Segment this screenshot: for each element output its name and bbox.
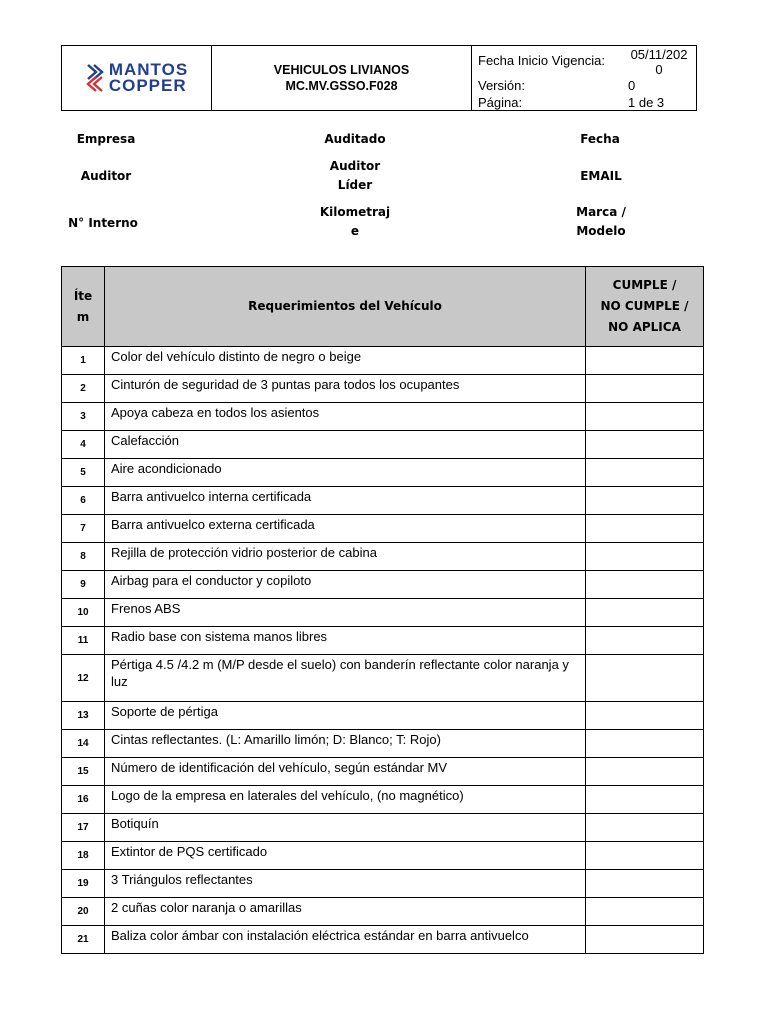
requirement-text: Cinturón de seguridad de 3 puntas para todos los ocupantes [105, 375, 586, 403]
item-number: 15 [62, 758, 105, 786]
status-cell[interactable] [586, 347, 704, 375]
requirement-text: Color del vehículo distinto de negro o beige [105, 347, 586, 375]
document-meta [472, 46, 696, 110]
table-row [62, 487, 704, 515]
item-number: 9 [62, 571, 105, 599]
item-number: 14 [62, 730, 105, 758]
item-number: 12 [62, 655, 105, 702]
status-cell[interactable] [586, 842, 704, 870]
requirement-text: Rejilla de protección vidrio posterior de cabina [105, 543, 586, 571]
status-cell[interactable] [586, 898, 704, 926]
logo-line-2: COPPER [108, 76, 187, 95]
requirement-text: Botiquín [105, 814, 586, 842]
status-cell[interactable] [586, 571, 704, 599]
requirement-text: Aire acondicionado [105, 459, 586, 487]
table-row [62, 926, 704, 954]
auditor-label: Auditor [80, 169, 132, 183]
item-number: 16 [62, 786, 105, 814]
item-number: 20 [62, 898, 105, 926]
status-cell[interactable] [586, 627, 704, 655]
status-cell[interactable] [586, 431, 704, 459]
logo-cell [62, 46, 212, 110]
item-number: 3 [62, 403, 105, 431]
version-value: 0 [628, 78, 636, 93]
item-number: 21 [62, 926, 105, 954]
item-number: 4 [62, 431, 105, 459]
n-interno-label: N° Interno [68, 216, 138, 230]
logo-chevron-icon [85, 63, 105, 93]
requirement-text: Soporte de pértiga [105, 702, 586, 730]
requirement-text: Cintas reflectantes. (L: Amarillo limón; D: Blanco; T: Rojo) [105, 730, 586, 758]
table-row [62, 347, 704, 375]
table-row [62, 375, 704, 403]
requirement-text: Pértiga 4.5 /4.2 m (M/P desde el suelo) con banderín reflectante color naranja y luz [105, 655, 586, 702]
status-cell[interactable] [586, 599, 704, 627]
table-row [62, 515, 704, 543]
table-row [62, 655, 704, 702]
requirement-text: Barra antivuelco externa certificada [105, 515, 586, 543]
version-label: Versión: [478, 78, 525, 93]
fecha-vigencia-value: 05/11/2020 [630, 47, 688, 77]
email-label: EMAIL [580, 169, 622, 183]
item-number: 7 [62, 515, 105, 543]
table-row [62, 403, 704, 431]
item-number: 6 [62, 487, 105, 515]
item-number: 10 [62, 599, 105, 627]
requirement-text: Extintor de PQS certificado [105, 842, 586, 870]
col-header-status: CUMPLE / NO CUMPLE / NO APLICA [586, 267, 704, 347]
table-row [62, 702, 704, 730]
logo-text [109, 62, 188, 94]
item-number: 18 [62, 842, 105, 870]
status-cell[interactable] [586, 702, 704, 730]
pagina-value: 1 de 3 [628, 95, 665, 110]
table-header-row [62, 267, 704, 347]
status-cell[interactable] [586, 758, 704, 786]
requirement-text: 3 Triángulos reflectantes [105, 870, 586, 898]
requirement-text: Frenos ABS [105, 599, 586, 627]
mantos-copper-logo [85, 62, 188, 94]
table-row [62, 786, 704, 814]
requirements-table [61, 266, 704, 954]
col-header-requerimientos: Requerimientos del Vehículo [105, 267, 586, 347]
requirement-text: Apoya cabeza en todos los asientos [105, 403, 586, 431]
status-cell[interactable] [586, 375, 704, 403]
requirement-text: 2 cuñas color naranja o amarillas [105, 898, 586, 926]
status-cell[interactable] [586, 926, 704, 954]
table-row [62, 459, 704, 487]
requirement-text: Barra antivuelco interna certificada [105, 487, 586, 515]
kilometraje-label: Kilometraj e [319, 205, 391, 238]
status-cell[interactable] [586, 655, 704, 702]
table-row [62, 431, 704, 459]
title-line-1: VEHICULOS LIVIANOS [273, 63, 410, 77]
table-row [62, 627, 704, 655]
requirement-text: Número de identificación del vehículo, según estándar MV [105, 758, 586, 786]
status-cell[interactable] [586, 487, 704, 515]
item-number: 5 [62, 459, 105, 487]
empresa-label: Empresa [76, 132, 136, 146]
table-row [62, 571, 704, 599]
status-cell[interactable] [586, 870, 704, 898]
form-code: MC.MV.GSSO.F028 [285, 79, 398, 93]
table-row [62, 870, 704, 898]
status-cell[interactable] [586, 786, 704, 814]
auditado-label: Auditado [324, 132, 386, 146]
fecha-label: Fecha [580, 132, 620, 146]
status-cell[interactable] [586, 459, 704, 487]
item-number: 13 [62, 702, 105, 730]
requirement-text: Calefacción [105, 431, 586, 459]
status-cell[interactable] [586, 730, 704, 758]
status-cell[interactable] [586, 814, 704, 842]
table-row [62, 898, 704, 926]
fecha-vigencia-label: Fecha Inicio Vigencia: [478, 53, 605, 68]
item-number: 19 [62, 870, 105, 898]
pagina-label: Página: [478, 95, 523, 110]
table-row [62, 814, 704, 842]
table-row [62, 842, 704, 870]
table-row [62, 730, 704, 758]
table-body [62, 347, 704, 954]
status-cell[interactable] [586, 515, 704, 543]
marca-modelo-label: Marca / Modelo [576, 205, 626, 238]
requirement-text: Radio base con sistema manos libres [105, 627, 586, 655]
requirement-text: Logo de la empresa en laterales del vehículo, (no magnético) [105, 786, 586, 814]
status-cell[interactable] [586, 403, 704, 431]
table-row [62, 758, 704, 786]
table-row [62, 599, 704, 627]
requirement-text: Airbag para el conductor y copiloto [105, 571, 586, 599]
item-number: 2 [62, 375, 105, 403]
item-number: 8 [62, 543, 105, 571]
table-row [62, 543, 704, 571]
document-header [61, 45, 697, 111]
item-number: 17 [62, 814, 105, 842]
auditor-lider-label: Auditor Líder [329, 159, 381, 192]
requirement-text: Baliza color ámbar con instalación eléctrica estándar en barra antivuelco [105, 926, 586, 954]
col-header-item: Íte m [62, 267, 105, 347]
logo-line-1: MANTOS [108, 60, 189, 79]
item-number: 1 [62, 347, 105, 375]
status-cell[interactable] [586, 543, 704, 571]
document-title [212, 46, 472, 110]
item-number: 11 [62, 627, 105, 655]
